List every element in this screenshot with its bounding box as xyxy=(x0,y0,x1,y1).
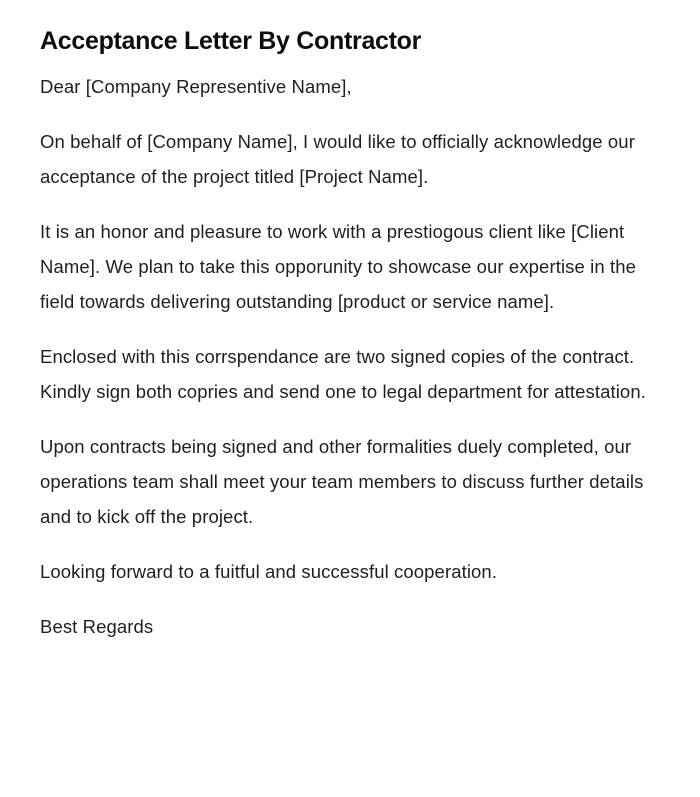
letter-paragraph-acknowledgement: On behalf of [Company Name], I would like to officially acknowledge our acceptance of the project titled [Project Name]. xyxy=(40,131,635,187)
page-title: Acceptance Letter By Contractor xyxy=(40,27,422,55)
letter-paragraph-next-steps: Upon contracts being signed and other formalities duely completed, our operations team shall meet your team members to discuss further details and to kick off the project. xyxy=(40,436,644,527)
letter-closing-line: Looking forward to a fuitful and successful cooperation. xyxy=(40,561,498,582)
letter-signoff: Best Regards xyxy=(40,616,154,637)
letter-paragraph-honor: It is an honor and pleasure to work with a prestiogous client like [Client Name]. We plan to take this opporunity to showcase our expertise in the field towards delivering outstanding [product or service name]. xyxy=(40,221,636,312)
letter-paragraph-enclosure: Enclosed with this corrspendance are two signed copies of the contract. Kindly sign both copries and send one to legal department for attestation. xyxy=(40,346,646,402)
letter-salutation: Dear [Company Representive Name], xyxy=(40,76,352,97)
